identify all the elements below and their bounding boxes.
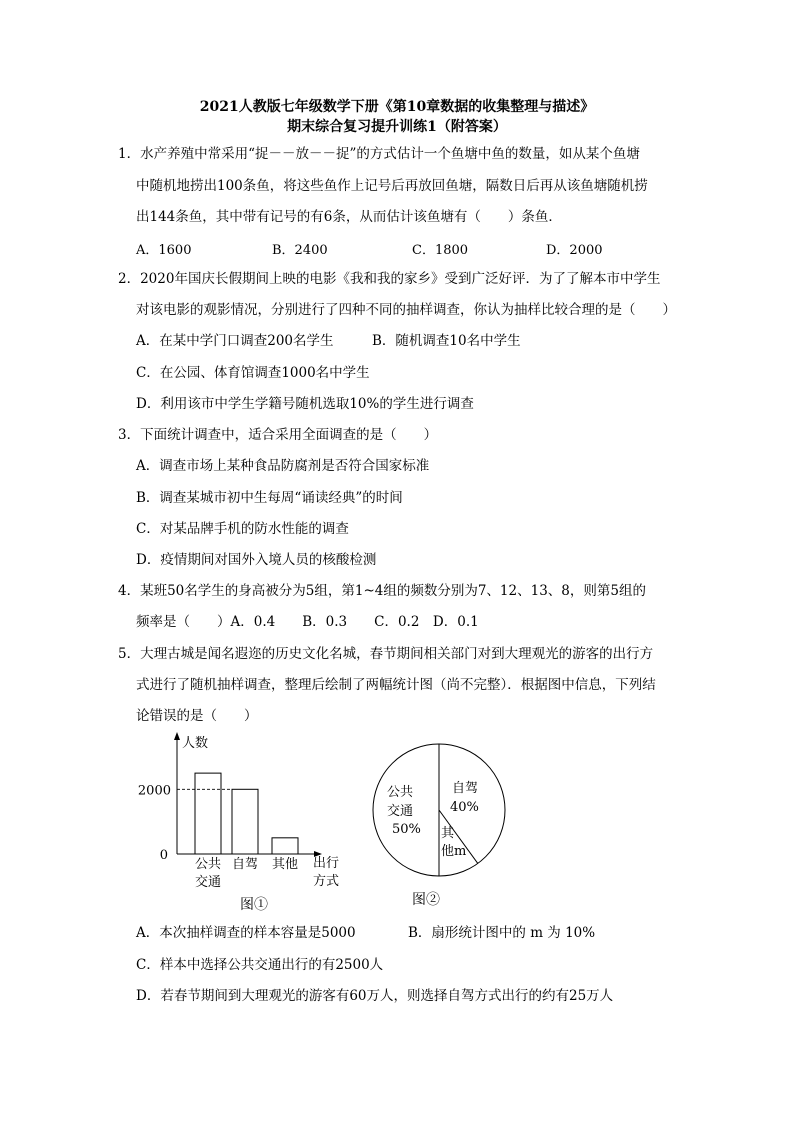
q2-line-2: 对该电影的观影情况，分别进行了四种不同的抽样调查，你认为抽样比较合理的是（ ） [136,302,676,318]
bar-2 [272,838,298,854]
pie-label-other-1: 其 [441,826,455,841]
q1-option-d: D．2000 [546,243,603,258]
pie-label-self-1: 自驾 [452,781,479,796]
q2-option-c: C．在公园、体育馆调查1000名中学生 [136,365,370,381]
q1-options [136,239,616,257]
q1-option-c: C．1800 [412,243,469,258]
q5-option-c: C．样本中选择公共交通出行的有2500人 [136,957,384,973]
figure-1-caption: 图① [240,897,268,913]
q1-line-3: 出144条鱼，其中带有记号的有6条，从而估计该鱼塘有（ ）条鱼． [136,209,562,225]
q4-line-2: 频率是（ ）A．0.4 B．0.3 C．0.2 D．0.1 [136,614,479,630]
q3-option-b: B．调查某城市初中生每周“诵读经典”的时间 [136,490,403,506]
bar-chart-figure [130,728,360,918]
q2-option-b: B．随机调查10名中学生 [372,333,521,349]
bar-category-label-2-0: 其他 [271,857,299,872]
q1-option-b: B．2400 [272,243,328,258]
q4-line-1: 4．某班50名学生的身高被分为5组，第1~4组的频数分别为7、12、13、8，则第5组的 [118,583,646,599]
pie-label-public-2: 交通 [387,804,414,819]
y-tick-label-1: 2000 [137,783,171,799]
q2-option-d: D．利用该市中学生学籍号随机选取10%的学生进行调查 [136,396,474,412]
y-axis-arrow [174,732,180,740]
q2-line-1: 2．2020年国庆长假期间上映的电影《我和我的家乡》受到广泛好评．为了了解本市中学生 [118,271,661,287]
bar-category-label-0-1: 交通 [194,875,222,890]
bar-0 [195,773,221,854]
pie-label-public-3: 50% [392,822,421,837]
pie-label-self-2: 40% [450,800,479,815]
pie-chart-figure [370,728,530,913]
title-line-2: 期末综合复习提升训练1（附答案） [287,119,507,135]
bar-category-label-0-0: 公共 [194,857,222,872]
y-tick-label-0: 0 [159,848,168,863]
bar-chart [130,728,360,918]
x-axis-label-part2: 方式 [313,874,340,889]
bar-category-label-1-0: 自驾 [231,857,259,872]
q5-option-a: A．本次抽样调查的样本容量是5000 [136,925,356,941]
q2-option-a: A．在某中学门口调查200名学生 [136,333,334,349]
q1-line-1: 1．水产养殖中常采用“捉－－放－－捉”的方式估计一个鱼塘中鱼的数量，如从某个鱼塘 [118,146,640,162]
bar-1 [232,789,258,854]
q5-line-3: 论错误的是（ ） [136,708,258,724]
figure-2-caption: 图② [412,892,440,908]
q3-option-c: C．对某品牌手机的防水性能的调查 [136,521,349,537]
q3-line-1: 3．下面统计调查中，适合采用全面调查的是（ ） [118,427,438,443]
title-line-1: 2021人教版七年级数学下册《第10章数据的收集整理与描述》 [199,99,595,115]
q1-line-2: 中随机地捞出100条鱼，将这些鱼作上记号后再放回鱼塘，隔数日后再从该鱼塘随机捞 [136,178,648,194]
q5-line-1: 5．大理古城是闻名遐迩的历史文化名城，春节期间相关部门对到大理观光的游客的出行方 [118,646,654,662]
x-axis-label-part1: 出行 [313,856,340,871]
pie-chart [370,728,530,913]
q1-option-a: A．1600 [136,243,192,258]
q5-option-d: D．若春节期间到大理观光的游客有60万人，则选择自驾方式出行的约有25万人 [136,988,614,1004]
y-axis-label: 人数 [182,736,209,751]
pie-label-public-1: 公共 [387,785,414,800]
q3-option-d: D．疫情期间对国外入境人员的核酸检测 [136,552,377,568]
q3-option-a: A．调查市场上某种食品防腐剂是否符合国家标准 [136,458,430,474]
q5-option-b: B．扇形统计图中的 m 为 10% [408,925,596,941]
q5-line-2: 式进行了随机抽样调查，整理后绘制了两幅统计图（尚不完整）．根据图中信息，下列结 [136,677,656,693]
pie-label-other-2: 他m [441,844,467,859]
